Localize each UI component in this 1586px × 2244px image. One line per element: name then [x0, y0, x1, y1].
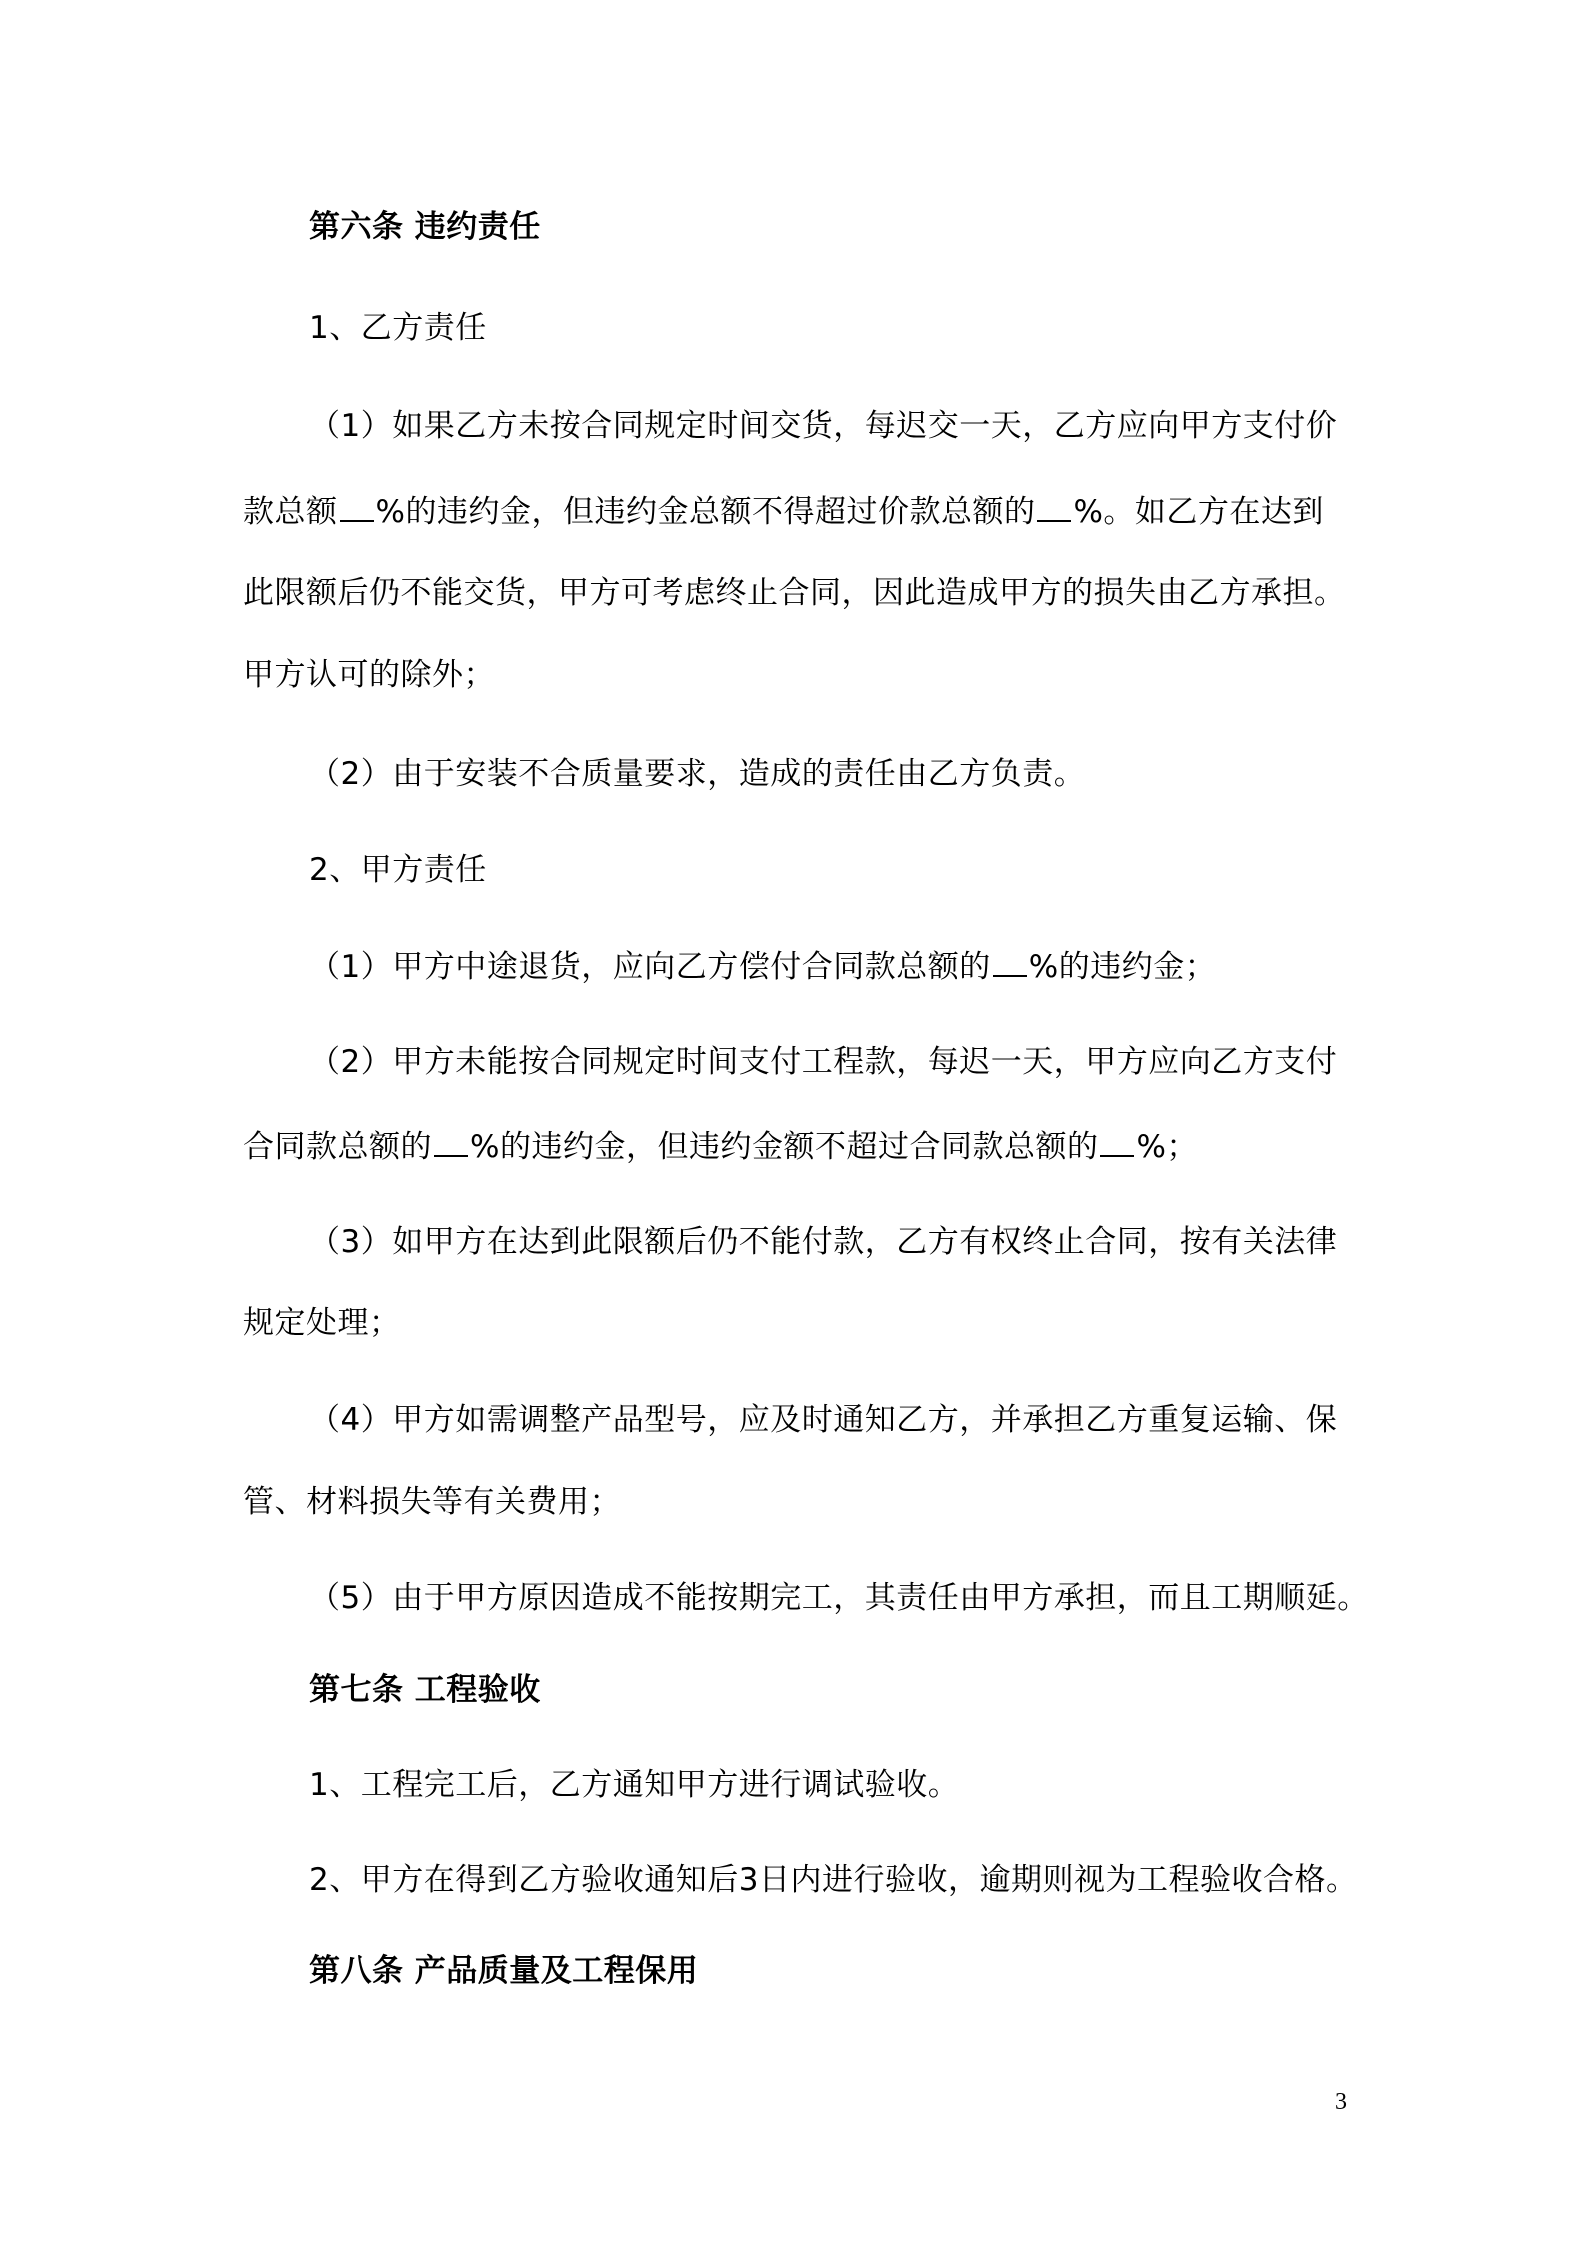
article-6-heading: 第六条 违约责任 — [309, 209, 541, 245]
article-8-heading: 第八条 产品质量及工程保用 — [309, 1953, 699, 1989]
clause-text: （1）甲方中途退货，应向乙方偿付合同款总额的 — [309, 949, 991, 985]
clause-2-2-line-1: （2）甲方未能按合同规定时间支付工程款，每迟一天，甲方应向乙方支付 — [309, 1044, 1338, 1080]
article-7-item-1: 1、工程完工后，乙方通知甲方进行调试验收。 — [309, 1767, 960, 1803]
clause-text: %的违约金； — [1028, 949, 1217, 985]
clause-2-4-line-2: 管、材料损失等有关费用； — [243, 1484, 621, 1520]
clause-2-3-line-2: 规定处理； — [243, 1305, 401, 1341]
clause-2-4-line-1: （4）甲方如需调整产品型号，应及时通知乙方，并承担乙方重复运输、保 — [309, 1402, 1338, 1438]
clause-text: %。如乙方在达到 — [1073, 494, 1324, 530]
clause-text: 合同款总额的 — [243, 1129, 432, 1165]
article-7-item-2: 2、甲方在得到乙方验收通知后3日内进行验收，逾期则视为工程验收合格。 — [309, 1862, 1358, 1898]
article-7-heading: 第七条 工程验收 — [309, 1672, 541, 1708]
clause-2-3-line-1: （3）如甲方在达到此限额后仍不能付款，乙方有权终止合同，按有关法律 — [309, 1224, 1338, 1260]
clause-2-2-line-2 — [243, 1125, 1363, 1167]
clause-2-5: （5）由于甲方原因造成不能按期完工，其责任由甲方承担，而且工期顺延。 — [309, 1580, 1369, 1616]
clause-1-1-line-4: 甲方认可的除外； — [243, 657, 495, 693]
clause-2-1 — [309, 945, 1429, 987]
clause-text: %； — [1136, 1129, 1198, 1165]
clause-1-1-line-3: 此限额后仍不能交货，甲方可考虑终止合同，因此造成甲方的损失由乙方承担。 — [243, 575, 1346, 611]
page-number: 3 — [1335, 2089, 1347, 2115]
blank-underline — [434, 1125, 468, 1157]
blank-underline — [1100, 1125, 1134, 1157]
blank-underline — [1037, 490, 1071, 522]
clause-text: 款总额 — [243, 494, 338, 530]
blank-underline — [993, 945, 1027, 977]
clause-1-1-line-1: （1）如果乙方未按合同规定时间交货，每迟交一天，乙方应向甲方支付价 — [309, 408, 1338, 444]
item-2-heading: 2、甲方责任 — [309, 852, 487, 888]
blank-underline — [340, 490, 374, 522]
item-1-heading: 1、乙方责任 — [309, 310, 487, 346]
clause-text: %的违约金，但违约金额不超过合同款总额的 — [470, 1129, 1099, 1165]
clause-1-1-line-2 — [243, 490, 1363, 532]
clause-text: %的违约金，但违约金总额不得超过价款总额的 — [375, 494, 1036, 530]
clause-1-2: （2）由于安装不合质量要求，造成的责任由乙方负责。 — [309, 756, 1086, 792]
